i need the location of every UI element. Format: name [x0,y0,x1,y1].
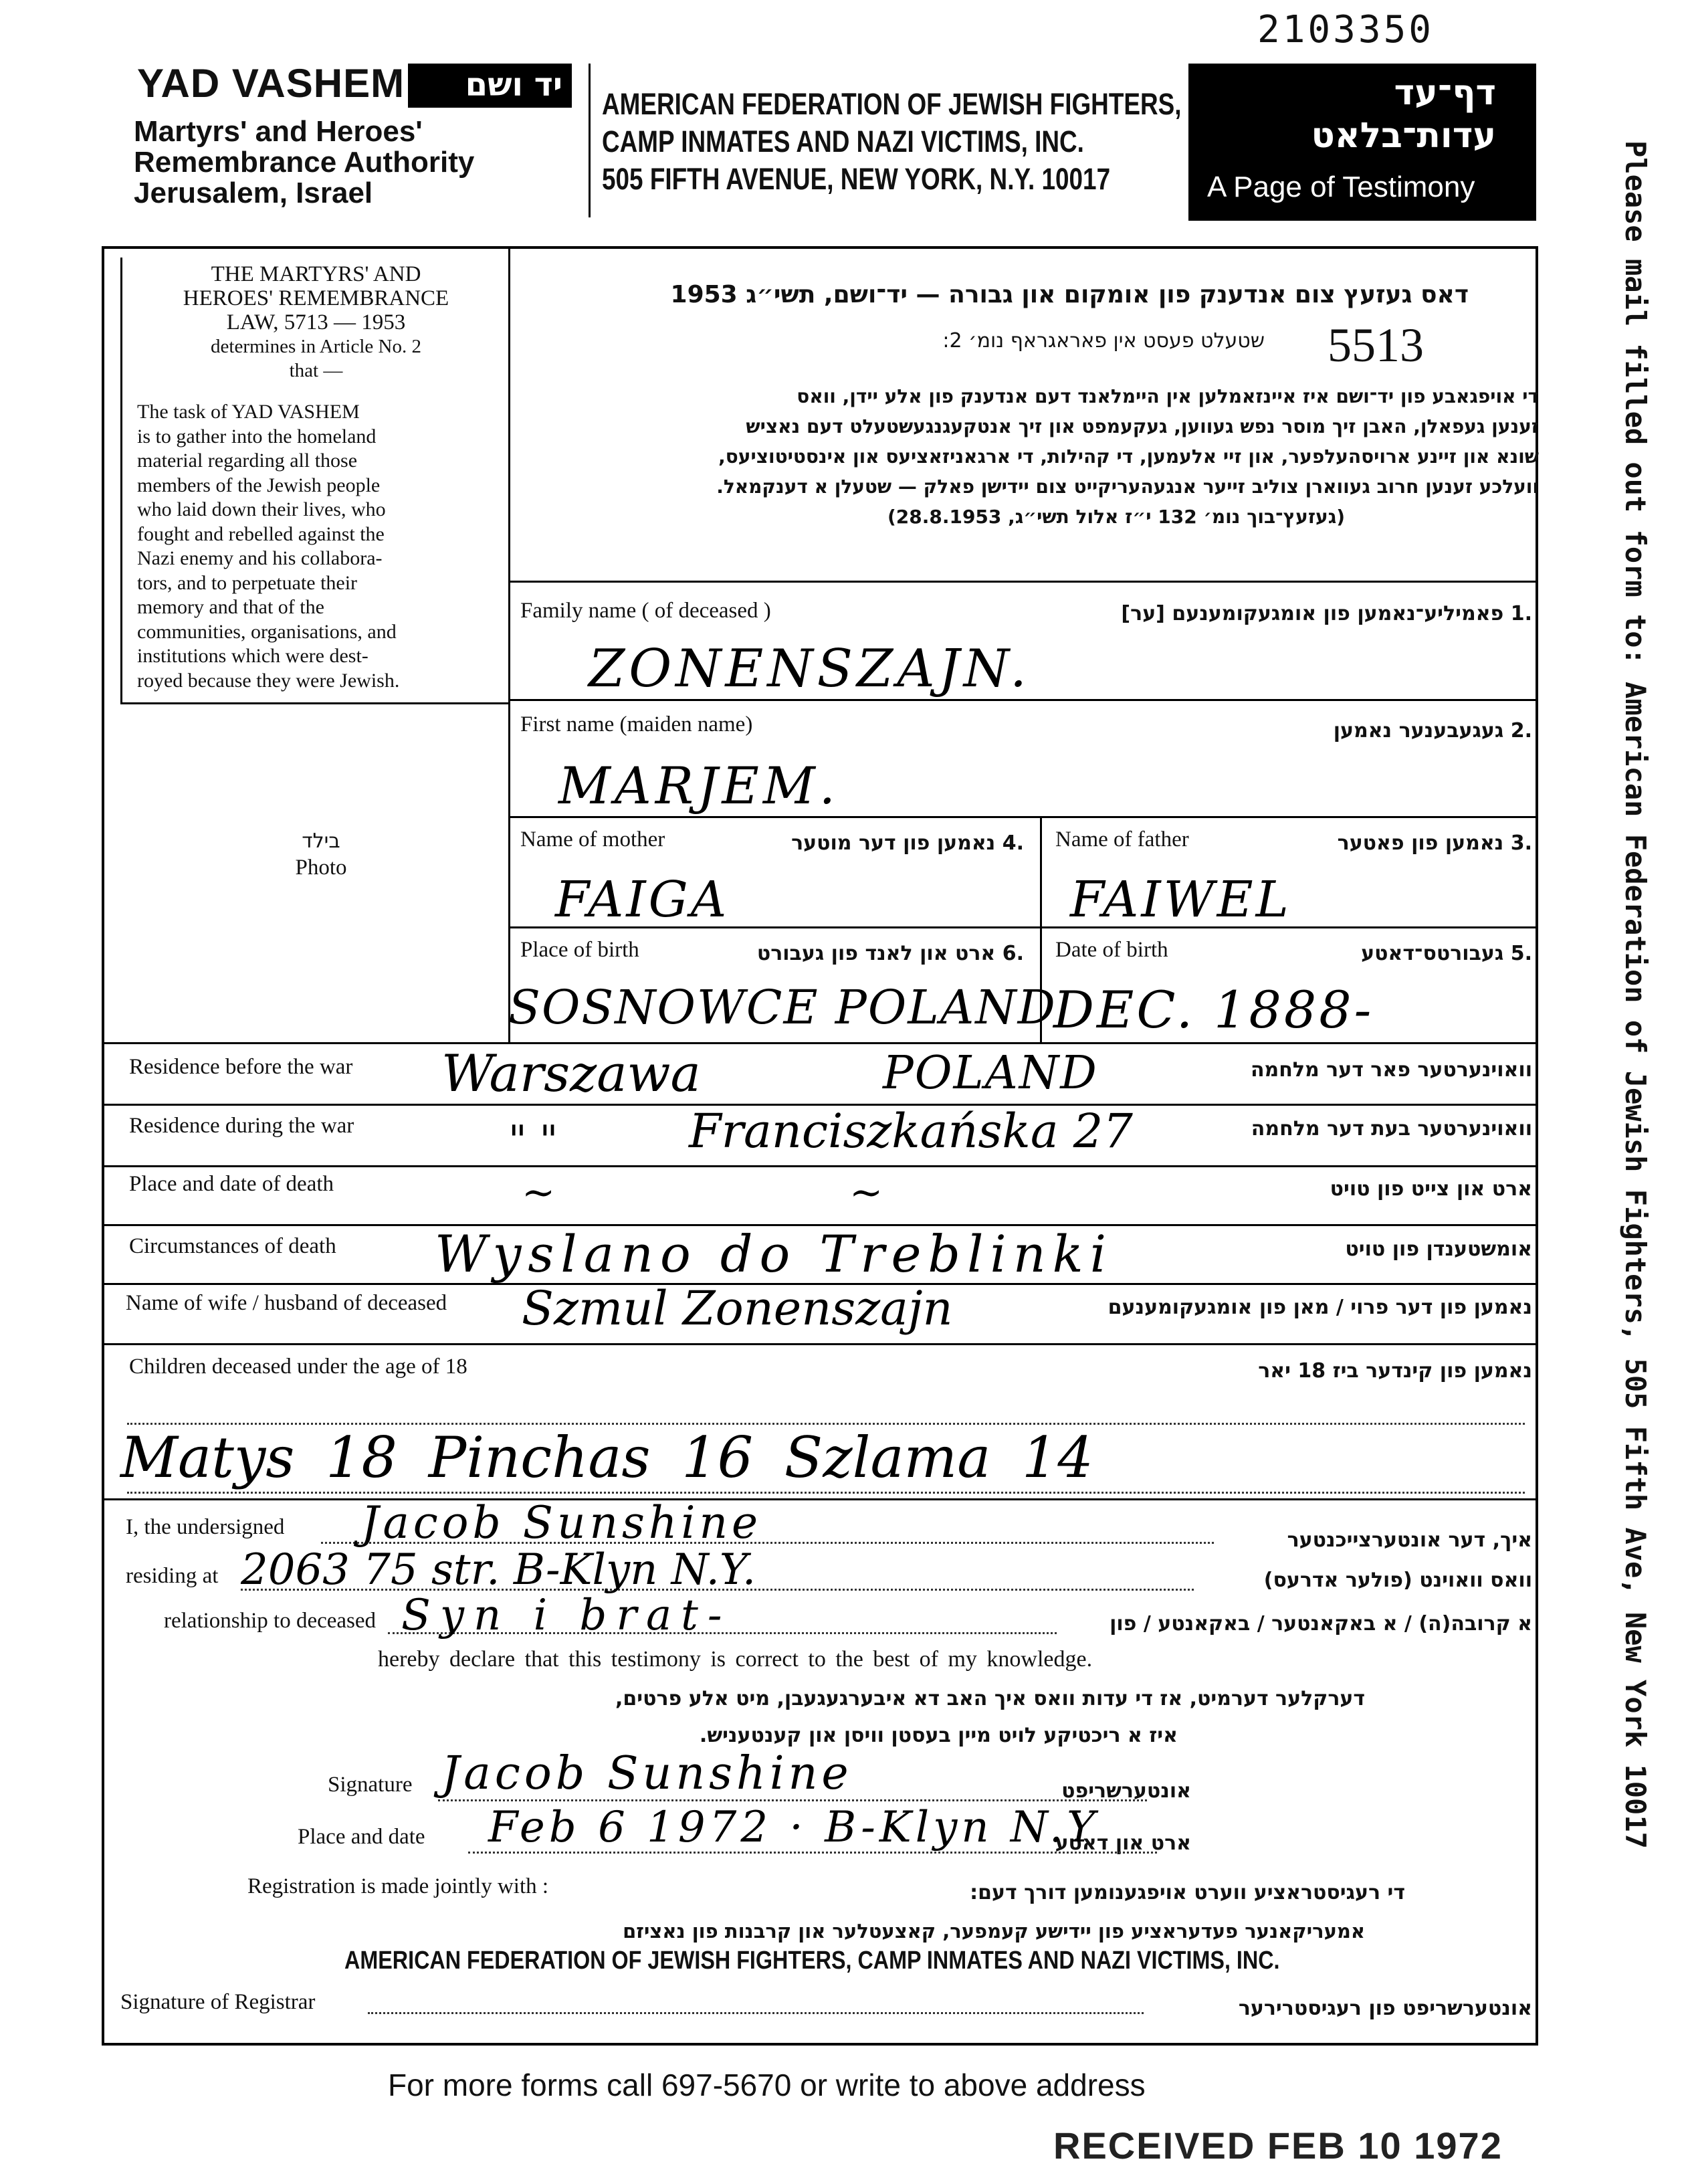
family-name-value[interactable]: ZONENSZAJN. [589,639,1031,699]
relationship-label: relationship to deceased [164,1609,377,1633]
law-body-line: communities, organisations, and [137,620,397,643]
law-body-line: is to gather into the homeland [137,425,377,448]
spouse-label: Name of wife / husband of deceased [126,1291,447,1315]
yad-vashem-line3: Jerusalem, Israel [134,177,373,209]
law-hebrew-line: די אויפגאבע פון יד־ושם איז איינזאמלען אין היימלאנד דעם אנדענק פון אלע יידן, וואס [797,385,1539,407]
law-body-line: tors, and to perpetuate their [137,571,358,594]
law-hebrew-body [522,381,1539,532]
place-date-value[interactable]: Feb 6 1972 · B-Klyn N.Y [488,1803,1099,1852]
row-divider [102,1165,1538,1167]
registrar-hebrew: אונטערשריפט פון רעגיסטרירער [1238,1997,1532,2020]
law-body-line: material regarding all those [137,450,358,472]
org-hebrew: אמעריקאנער פעדעראציע פון יידישע קעמפער, קאצעטלער און קרבנות פון נאציזם [623,1920,1365,1943]
residence-before-label: Residence before the war [129,1055,353,1079]
circumstances-hebrew: אומשטענדן פון טויט [1345,1237,1532,1261]
yad-vashem-name: YAD VASHEM [137,61,405,106]
footer-note: For more forms call 697-5670 or write to above address [388,2068,1146,2102]
father-hebrew: .3 נאמען פון פאטער [1337,831,1532,855]
mother-value[interactable]: FAIGA [555,871,730,928]
birth-date-value[interactable]: DEC. 1888- [1053,980,1374,1039]
registration-hebrew: די רעגיסטראציע ווערט אויפגענומען דורך דעם: [970,1881,1405,1904]
spouse-value[interactable]: Szmul Zonenszajn [522,1281,953,1336]
registration-label: Registration is made jointly with : [247,1874,549,1898]
federation-line1: AMERICAN FEDERATION OF JEWISH FIGHTERS, [602,87,1182,121]
federation-header [602,87,1182,197]
residing-value[interactable]: 2063 75 str. B-Klyn N.Y. [241,1545,756,1595]
page-of-testimony-box [1188,64,1536,221]
first-name-bottom [508,816,1538,818]
circumstances-label: Circumstances of death [129,1234,336,1258]
first-name-value[interactable]: MARJEM. [558,756,839,815]
yad-vashem-logo-text: יד ושם [465,66,562,104]
law-hebrew-title: דאס געזעץ צום אנדענק פון אומקום און גבורה — יד־ושם, תשי״ג 1953 [670,281,1469,308]
birth-date-label: Date of birth [1055,938,1168,962]
law-body [137,400,482,693]
law-body-line: royed because they were Jewish. [137,669,400,692]
law-heading [127,262,505,383]
law-body-line: The task of YAD VASHEM [137,401,360,423]
header-divider [589,64,591,217]
law-heading-line: that — [289,360,343,381]
birth-place-value[interactable]: SOSNOWCE POLAND [508,980,1057,1035]
relationship-hebrew: א קרובה(ה) / א באקאנטער / באקאנטע / פון [1110,1612,1532,1635]
father-value[interactable]: FAIWEL [1070,871,1291,928]
testimony-hebrew-1: דף־עד [1394,73,1496,113]
first-name-hebrew: .2 געגעבענער נאמען [1333,719,1532,742]
law-hebrew-line: וועלכע זענען חרוב געווארן צוליב זייער אנגעהעריקייט צום יידישן פאלק — שטעלן א דענקמאל. [716,476,1539,498]
law-body-line: fought and rebelled against the [137,522,385,545]
declaration-hebrew-2: איז א ריכטיקע לויט מיין בעסטן וויסן און קענטעניש. [699,1724,1178,1747]
signature-hebrew: אונטערשריפט [1061,1779,1191,1803]
relationship-value[interactable]: Syn i brat- [401,1591,732,1640]
registrar-label: Signature of Registrar [120,1990,316,2014]
law-heading-line: LAW, 5713 — 1953 [226,310,406,334]
row-divider [102,1498,1538,1500]
declaration-hebrew-1: דערקלער דערמיט, אז די עדות וואס איך האב דא איבערגעגעבן, מיט אלע פרטים, [615,1687,1365,1710]
place-date-hebrew: ארט און דאטע [1055,1831,1191,1855]
law-hebrew-line: שונא און זיינע ארויסהעלפער, און זיי אלעמען, די קהילות, די ארגאניזאציעס און אינסטיטוציעס, [718,445,1539,468]
law-heading-line: HEROES' REMEMBRANCE [183,286,449,310]
law-heading-line: determines in Article No. 2 [211,336,421,357]
children-hebrew: נאמען פון קינדער ביז 18 יאר [1258,1359,1532,1383]
law-body-line: who laid down their lives, who [137,498,386,520]
birth-place-label: Place of birth [520,938,639,962]
photo-placeholder [254,829,388,880]
residing-hebrew: וואס וואוינט (פולער אדרעס) [1263,1569,1532,1592]
residence-before-hebrew: וואוינערטער פאר דער מלחמה [1250,1058,1532,1082]
death-place-ditto-mark: ~ [522,1169,556,1216]
received-stamp: RECEIVED FEB 10 1972 [1053,2124,1503,2167]
family-name-label: Family name ( of deceased ) [520,599,771,623]
residence-during-value[interactable]: Franciszkańska 27 [689,1104,1133,1159]
undersigned-value[interactable]: Jacob Sunshine [361,1497,762,1549]
law-hebrew-subtitle: שטעלט פעסט אין פאראגראף נומ׳ 2: [942,329,1265,353]
testimony-english: A Page of Testimony [1207,171,1475,203]
residence-before-city[interactable]: Warszawa [441,1044,701,1103]
law-hebrew-line: זענען געפאלן, האבן זיך מוסר נפש געווען, געקעמפט און זיך אנטקעגנגעשטעלט דעם נאציש [746,415,1539,437]
children-value[interactable]: Matys 18 Pinchas 16 Szlama 14 [120,1425,1093,1490]
family-name-hebrew: .1 פאמיליע־נאמען פון אומגעקומענעם [ער] [1121,602,1532,625]
residence-during-label: Residence during the war [129,1114,354,1138]
law-body-line: memory and that of the [137,596,324,618]
photo-label-hebrew: בילד [302,829,340,853]
law-heading-line: THE MARTYRS' AND [211,262,421,286]
row-divider [102,1343,1538,1345]
children-label: Children deceased under the age of 18 [129,1355,467,1379]
federation-line2: CAMP INMATES AND NAZI VICTIMS, INC. [602,124,1084,159]
residence-before-country[interactable]: POLAND [883,1047,1098,1100]
signature-label: Signature [328,1773,413,1797]
yad-vashem-line1: Martyrs' and Heroes' [134,115,423,148]
circumstances-value[interactable]: Wyslano do Treblinki [435,1224,1113,1284]
yad-vashem-header [120,60,582,221]
residence-during-hebrew: וואוינערטער בעת דער מלחמה [1251,1117,1532,1140]
org-english: AMERICAN FEDERATION OF JEWISH FIGHTERS, CAMP INMATES AND NAZI VICTIMS, INC. [344,1947,1280,1975]
death-date-ditto-mark: ~ [849,1169,883,1216]
registrar-dotted-line [368,2012,1144,2014]
federation-line3: 505 FIFTH AVENUE, NEW YORK, N.Y. 10017 [602,162,1111,196]
document-number: 2103350 [1257,8,1435,52]
law-box-left [120,258,122,702]
photo-label-english: Photo [295,856,347,880]
mother-label: Name of mother [520,827,665,852]
mother-hebrew: .4 נאמען פון דער מוטער [791,831,1024,855]
yad-vashem-line2: Remembrance Authority [134,146,475,179]
residence-during-ditto-mark: " " [508,1117,558,1164]
form-number: 5513 [1328,318,1424,372]
spouse-hebrew: נאמען פון דער פרוי / מאן פון אומגעקומענעם [1108,1296,1532,1319]
side-mailing-instruction: Please mail filled out form to: American Federation of Jewish Fighters, 505 Fifth Ave, New York 10017 [1619,140,1652,1849]
death-place-label: Place and date of death [129,1172,334,1196]
children-dotted-line [127,1492,1525,1494]
hebrew-box-bottom [508,581,1538,583]
birth-date-hebrew: .5 געבורטס־דאטע [1361,942,1532,965]
law-body-line: Nazi enemy and his collabora- [137,547,383,569]
row-divider [102,1042,1538,1044]
law-body-line: members of the Jewish people [137,474,381,496]
law-hebrew-line: (געזעץ־בוך נומ׳ 132 י״ז אלול תשי״ג, 28.8.1953) [887,506,1345,528]
death-place-hebrew: ארט און צייט פון טויט [1330,1177,1532,1201]
law-box-bottom [120,702,508,704]
signature-value[interactable]: Jacob Sunshine [441,1747,853,1800]
law-body-line: institutions which were dest- [137,645,368,667]
left-column-divider [508,247,510,1044]
yad-vashem-hebrew-logo [408,64,572,108]
declaration-english: hereby declare that this testimony is correct to the best of my knowledge. [378,1647,1093,1672]
place-date-label: Place and date [298,1825,425,1849]
family-name-bottom [508,699,1538,701]
birth-place-hebrew: .6 ארט און לאנד פון געבורט [756,942,1024,965]
residing-label: residing at [126,1564,219,1588]
testimony-hebrew-2: עדות־בלאט [1311,116,1496,156]
undersigned-label: I, the undersigned [126,1515,285,1539]
first-name-label: First name (maiden name) [520,712,753,736]
undersigned-hebrew: איך, דער אונטערצייכנטער [1287,1528,1532,1552]
father-label: Name of father [1055,827,1189,852]
